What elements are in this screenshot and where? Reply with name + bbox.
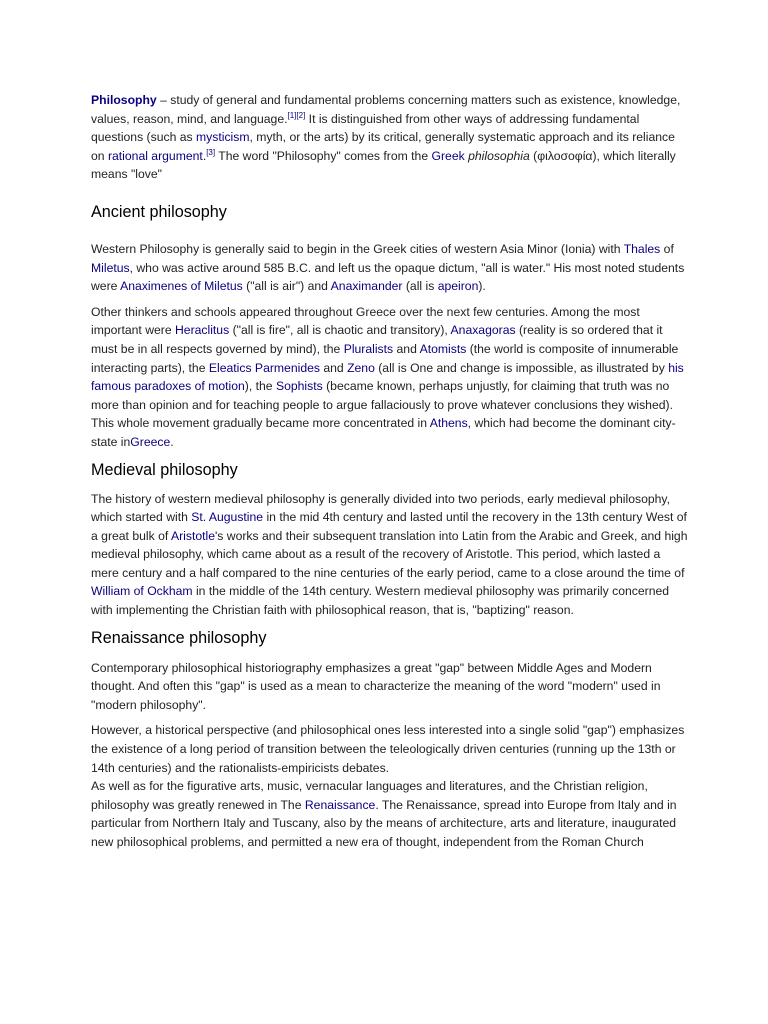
link-aristotle[interactable]: Aristotle [170,528,215,543]
heading-renaissance-philosophy: Renaissance philosophy [91,628,267,647]
link-renaissance[interactable]: Renaissance [304,797,376,812]
link-atomists[interactable]: Atomists [419,341,467,356]
link-thales[interactable]: Thales [623,241,661,256]
link-paradoxes-of-motion[interactable]: his famous paradoxes of motion [91,360,684,394]
citation-1-2[interactable]: [1][2] [287,110,306,120]
link-rational-argument[interactable]: rational argument [107,148,203,163]
link-greece[interactable]: Greece [130,434,171,449]
heading-medieval-philosophy: Medieval philosophy [91,460,238,479]
link-anaximenes[interactable]: Anaximenes of Miletus [120,279,243,294]
link-greek[interactable]: Greek [431,148,465,163]
link-apeiron[interactable]: apeiron [437,279,479,294]
ancient-paragraph-1: Western Philosophy is generally said to begin in the Greek cities of western Asia Minor (Ionia) with Thales of Miletus, who was active around 585 B.C. and left us the opaque dictum, "all is water." His most noted students were Anaximenes of Miletus ("all is air") and Anaximander (all is apeiron). [91,241,685,294]
link-athens[interactable]: Athens [429,416,468,431]
link-pluralists[interactable]: Pluralists [343,341,394,356]
renaissance-paragraph-1: Contemporary philosophical historiography emphasizes a great "gap" between Middle Ages and Modern thought. And often this "gap" is used as a mean to characterize the meaning of the word "modern" used in "modern philosophy". [91,660,661,712]
ancient-paragraph-2: Other thinkers and schools appeared throughout Greece over the next few centuries. Among the most important were Heraclitus ("all is fire", all is chaotic and transitory), Anaxagoras (reality is so ordered that it must be in all respects governed by mind), the Pluralists and Atomists (the world is composite of innumerable interacting parts), the Eleatics Parmenides and Zeno (all is One and change is impossible, as illustrated by his famous paradoxes of motion), the Sophists (became known, perhaps unjustly, for claiming that truth was no more than opinion and for teaching people to argue fallaciously to prove whatever conclusions they wished). This whole movement gradually became more concentrated in Athens, which had become the dominant city-state inGreece. [91,304,684,449]
medieval-paragraph-1: The history of western medieval philosophy is generally divided into two periods, early medieval philosophy, which started with St. Augustine in the mid 4th century and lasted until the recovery in the 13th century West of a great bulk of Aristotle's works and their subsequent translation into Latin from the Arabic and Greek, and high medieval philosophy, which came about as a result of the recovery of Aristotle. This period, which lasted a mere century and a half compared to the nine centuries of the early period, came to a close around the time of William of Ockham in the middle of the 14th century. Western medieval philosophy was primarily concerned with implementing the Christian faith with philosophical reason, that is, "baptizing" reason. [91,491,688,618]
citation-3[interactable]: [3] [206,147,216,157]
heading-ancient-philosophy: Ancient philosophy [91,202,227,221]
italic-philosophia: philosophia [468,148,530,163]
link-miletus[interactable]: Miletus [91,260,130,275]
link-anaxagoras[interactable]: Anaxagoras [450,323,516,338]
link-william-of-ockham[interactable]: William of Ockham [91,584,193,599]
link-heraclitus[interactable]: Heraclitus [175,323,230,338]
link-mysticism[interactable]: mysticism [196,130,250,145]
link-eleatics-parmenides[interactable]: Eleatics Parmenides [208,360,320,375]
renaissance-paragraph-3: As well as for the figurative arts, music, vernacular languages and literatures, and the Christian religion, philosophy was greatly renewed in The Renaissance. The Renaissance, spread into Europe from Italy and in particular from Northern Italy and Tuscany, also by the means of architecture, arts and literature, inaugurated new philosophical problems, and permitted a new era of thought, independent from the Roman Church [91,779,677,849]
link-st-augustine[interactable]: St. Augustine [191,510,264,525]
renaissance-paragraph-2: However, a historical perspective (and philosophical ones less interested into a single solid "gap") emphasizes the existence of a long period of transition between the teleologically driven centuries (running up the 13th or 14th centuries) and the rationalists-empiricists debates. [91,723,685,775]
link-zeno[interactable]: Zeno [347,360,375,375]
intro-term: Philosophy [91,93,157,107]
link-anaximander[interactable]: Anaximander [330,279,403,294]
intro-paragraph: Philosophy – study of general and fundamental problems concerning matters such as existence, knowledge, values, reason, mind, and language.[1][2] It is distinguished from other ways of addressing fundamental questions (such as mysticism, myth, or the arts) by its critical, generally systematic approach and its reliance on rational argument.[3] The word "Philosophy" comes from the Greek philosophia (φιλοσοφία), which literally means "love" [91,93,681,182]
link-sophists[interactable]: Sophists [275,379,323,394]
